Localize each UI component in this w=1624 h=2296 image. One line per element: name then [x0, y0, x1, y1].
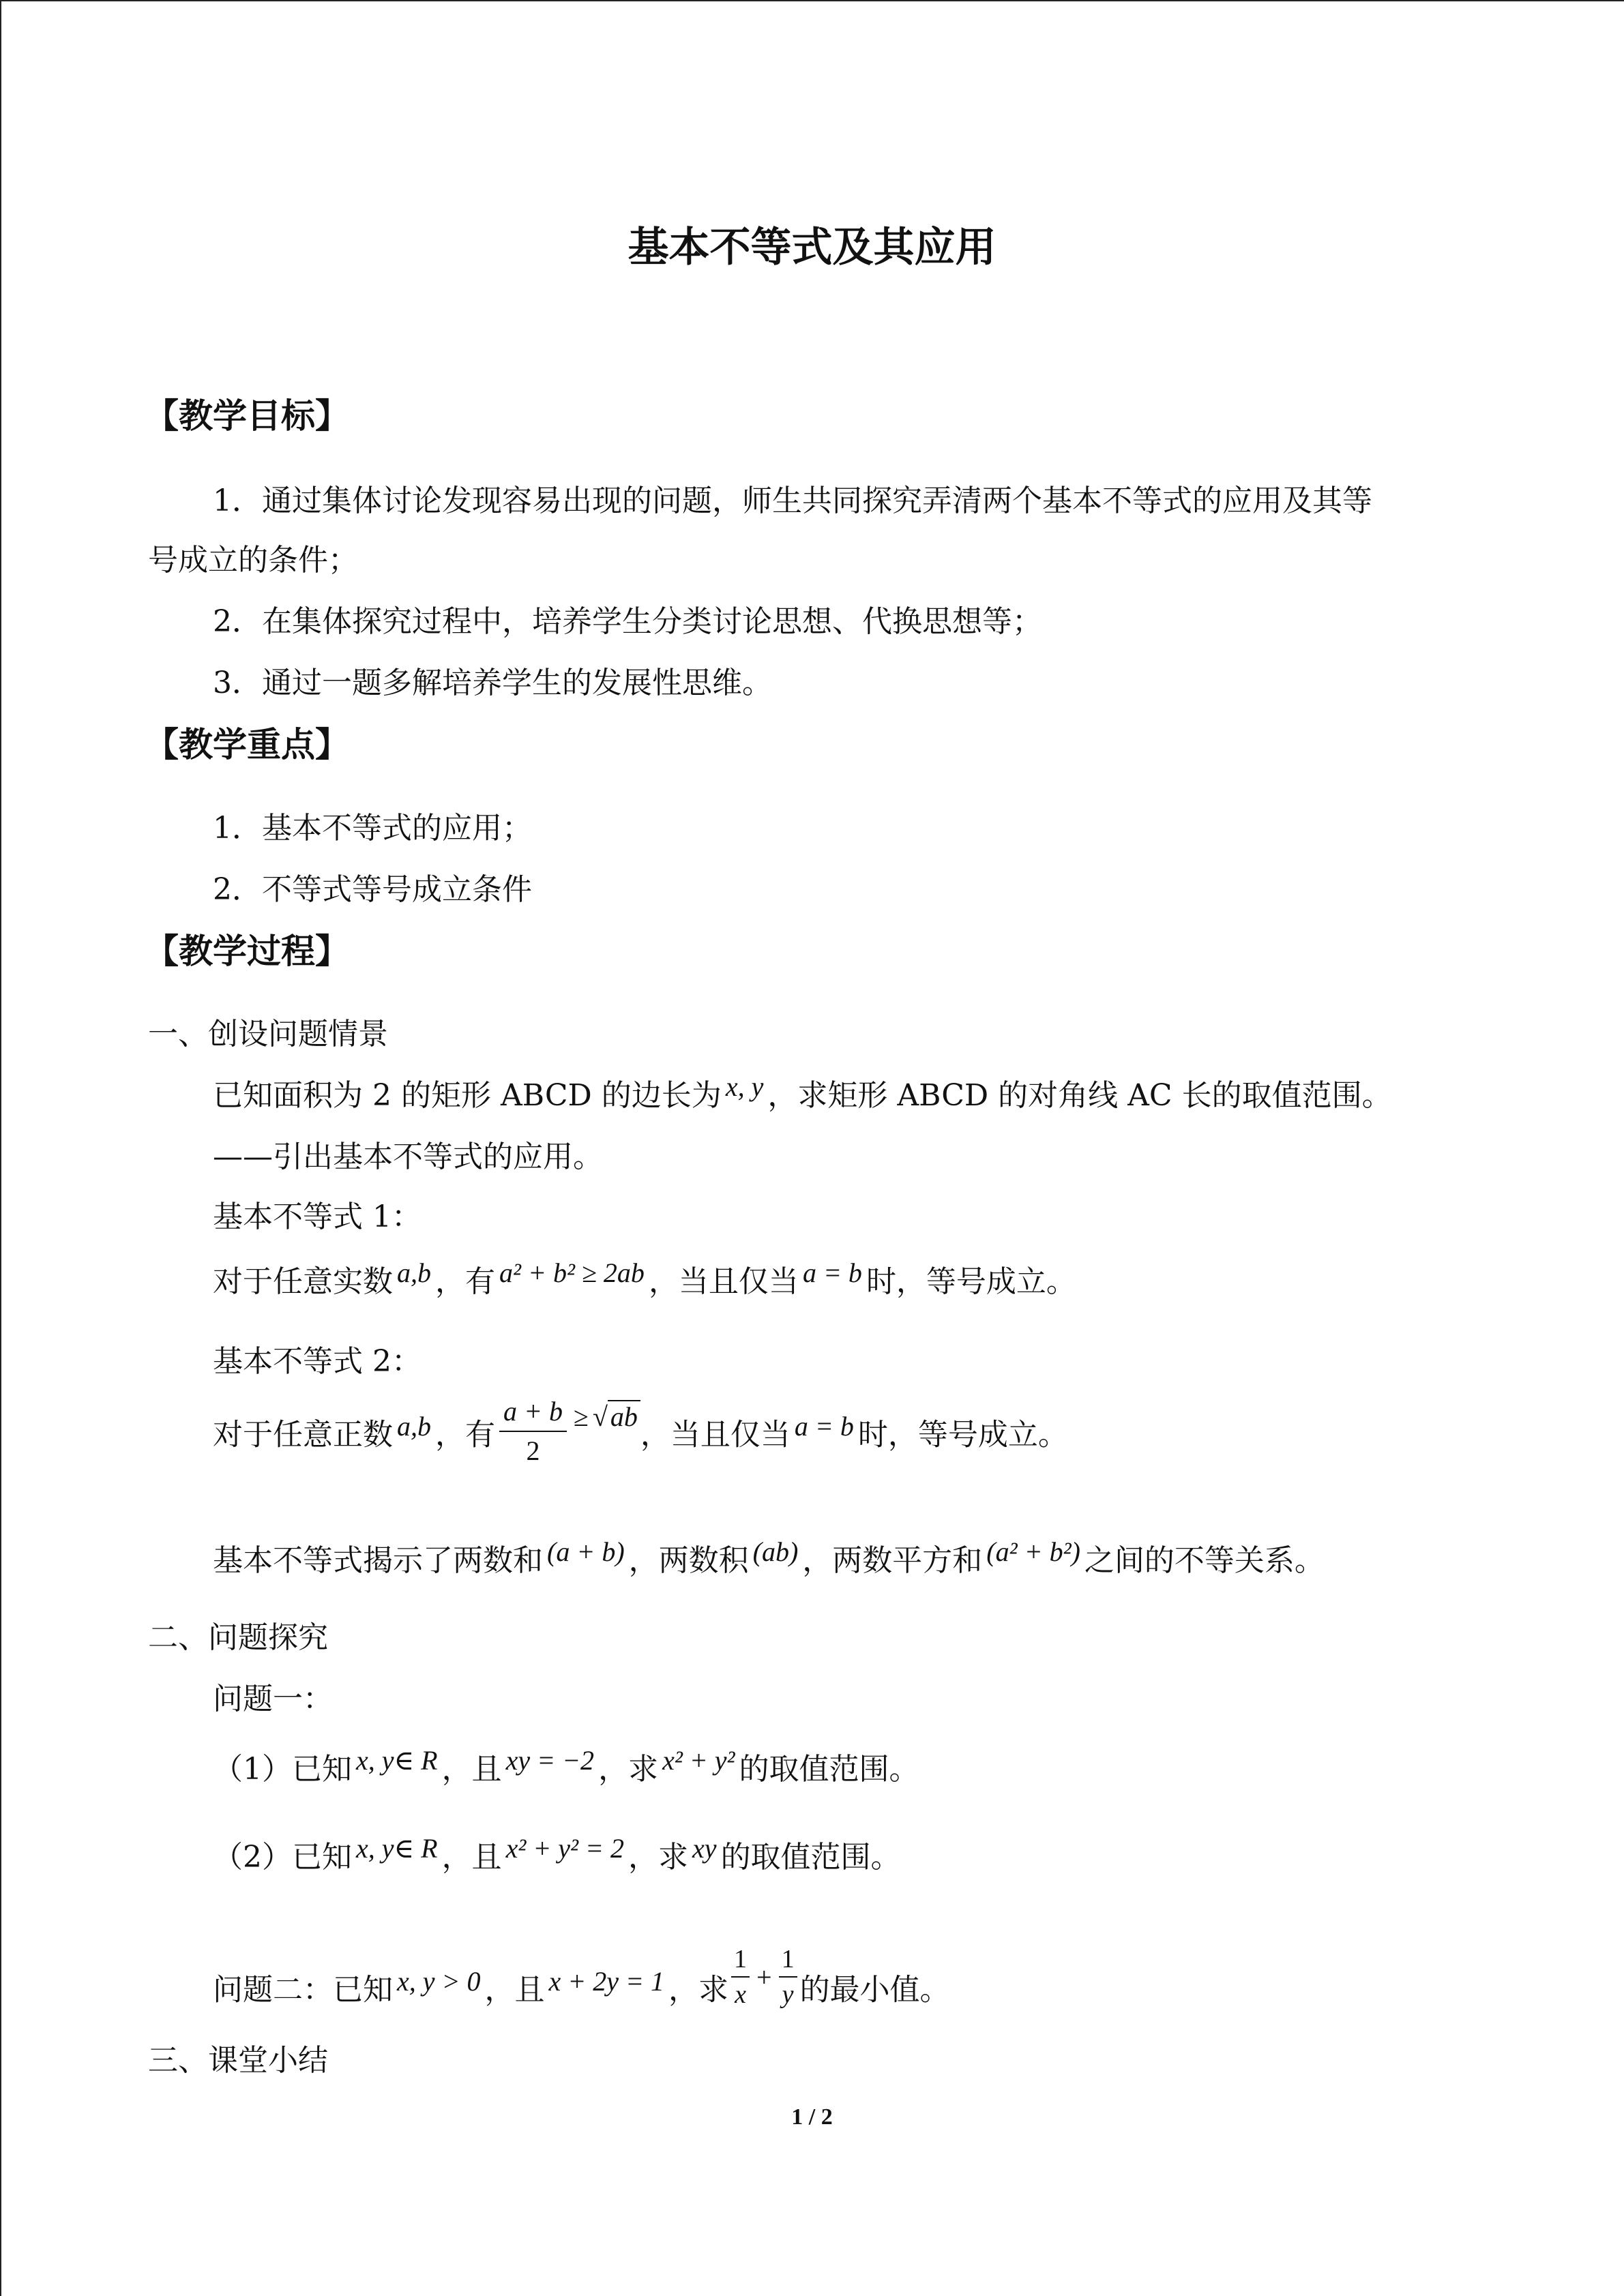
math-square-sum: (a² + b²) [986, 1536, 1080, 1567]
ineq2-text-c: ，当且仅当 [640, 1417, 791, 1452]
q1a-text-b: ，且 [441, 1752, 502, 1787]
math-product: (ab) [752, 1536, 799, 1567]
question2 [213, 1945, 950, 2027]
question1-part1 [213, 1744, 919, 1788]
ineq1-text-b: ，有 [435, 1264, 495, 1299]
fraction-a-plus-b-over-2 [499, 1392, 567, 1470]
ineq2-text-d: 时，等号成立。 [857, 1417, 1068, 1452]
relation-text-a: 基本不等式揭示了两数和 [213, 1543, 543, 1578]
sqrt-ab [574, 1401, 640, 1433]
page-title: 基本不等式及其应用 [628, 224, 996, 271]
q1b-text-a: （2）已知 [213, 1840, 352, 1875]
math-sum: (a + b) [547, 1536, 625, 1567]
question1-part2 [213, 1832, 901, 1876]
math-a-eq-b-2: a = b [794, 1410, 854, 1442]
fraction-1-over-y-numerator: 1 [779, 1942, 797, 1978]
ineq1-text-c: ，当且仅当 [648, 1264, 799, 1299]
ineq1-text-d: 时，等号成立。 [866, 1264, 1076, 1299]
q2-text-b: ，且 [484, 1972, 545, 2008]
fraction-1-over-x-numerator: 1 [731, 1942, 750, 1978]
goal-line-2: 2．在集体探究过程中，培养学生分类讨论思想、代换思想等； [213, 604, 1042, 639]
relation-text-b: ，两数积 [628, 1543, 749, 1578]
q2-text-a: 问题二：已知 [213, 1972, 393, 2008]
fraction-1-over-x [731, 1942, 750, 2012]
radicand: ab [608, 1400, 640, 1432]
section-heading-goals: 【教学目标】 [145, 396, 349, 436]
question1-label: 问题一： [213, 1682, 333, 1716]
section-heading-key: 【教学重点】 [145, 724, 349, 764]
q1a-text-c: ，求 [598, 1752, 659, 1787]
goal-line-3: 3．通过一题多解培养学生的发展性思维。 [213, 666, 772, 700]
math-ab-2: a,b [397, 1410, 431, 1442]
math-x2-plus-y2-eq-2: x² + y² = 2 [505, 1833, 625, 1864]
part1-heading: 一、创设问题情景 [148, 1017, 388, 1052]
section-heading-process: 【教学过程】 [145, 931, 349, 971]
q1b-text-b: ，且 [441, 1840, 502, 1875]
relation-line [213, 1536, 1325, 1579]
math-xy-in-r-2: x, y∈ R [356, 1833, 438, 1864]
fraction-denominator: 2 [526, 1435, 540, 1466]
math-x2-plus-y2: x² + y² [662, 1745, 735, 1776]
page-number: 1 / 2 [791, 2104, 833, 2130]
q1b-text-c: ，求 [628, 1840, 689, 1875]
math-xy-eq-minus2: xy = −2 [505, 1745, 595, 1776]
relation-text-d: 之间的不等关系。 [1084, 1543, 1325, 1578]
ineq2-text-b: ，有 [435, 1417, 495, 1452]
math-xy: xy [692, 1833, 717, 1864]
ineq2-statement [213, 1398, 1068, 1476]
part2-heading: 二、问题探究 [148, 1620, 328, 1655]
key-line-2: 2．不等式等号成立条件 [213, 872, 532, 907]
plus-sign: + [756, 1961, 772, 1993]
ineq2-label: 基本不等式 2： [213, 1344, 422, 1379]
q1a-text-a: （1）已知 [213, 1752, 352, 1787]
ge-sign: ≥ [574, 1401, 589, 1432]
q1a-text-d: 的取值范围。 [739, 1752, 919, 1787]
math-ab: a,b [397, 1257, 431, 1288]
scenario-note: ——引出基本不等式的应用。 [213, 1139, 603, 1174]
relation-text-c: ，两数平方和 [802, 1543, 983, 1578]
ineq2-text-a: 对于任意正数 [213, 1417, 393, 1452]
math-xy-in-r: x, y∈ R [356, 1745, 438, 1776]
scenario-text-b: ，求矩形 ABCD 的对角线 AC 长的取值范围。 [767, 1078, 1392, 1113]
ineq1-statement [213, 1257, 1076, 1300]
scenario-line [213, 1071, 1392, 1114]
fraction-1-over-x-denominator: x [735, 1980, 746, 2009]
math-xy: x, y [725, 1071, 764, 1102]
fraction-numerator: a + b [499, 1392, 567, 1432]
goal-line-1: 1．通过集体讨论发现容易出现的问题，师生共同探究弄清两个基本不等式的应用及其等 [213, 483, 1372, 518]
math-ineq1: a² + b² ≥ 2ab [499, 1257, 645, 1288]
math-xy-gt-0: x, y > 0 [397, 1965, 481, 1997]
q1b-text-d: 的取值范围。 [720, 1840, 901, 1875]
part3-heading: 三、课堂小结 [148, 2043, 328, 2078]
scenario-text-a: 已知面积为 2 的矩形 ABCD 的边长为 [213, 1078, 722, 1113]
radical-sign: √ [592, 1401, 608, 1432]
key-line-1: 1．基本不等式的应用； [213, 811, 532, 846]
goal-line-1-cont: 号成立的条件； [148, 543, 358, 578]
math-a-eq-b: a = b [802, 1257, 862, 1288]
ineq1-label: 基本不等式 1： [213, 1199, 422, 1234]
fraction-1-over-y [779, 1942, 797, 2012]
math-x-plus-2y-eq-1: x + 2y = 1 [548, 1965, 664, 1997]
fraction-1-over-y-denominator: y [782, 1980, 794, 2009]
q2-text-d: 的最小值。 [799, 1972, 950, 2008]
q2-text-c: ，求 [668, 1972, 728, 2008]
ineq1-text-a: 对于任意实数 [213, 1264, 393, 1299]
